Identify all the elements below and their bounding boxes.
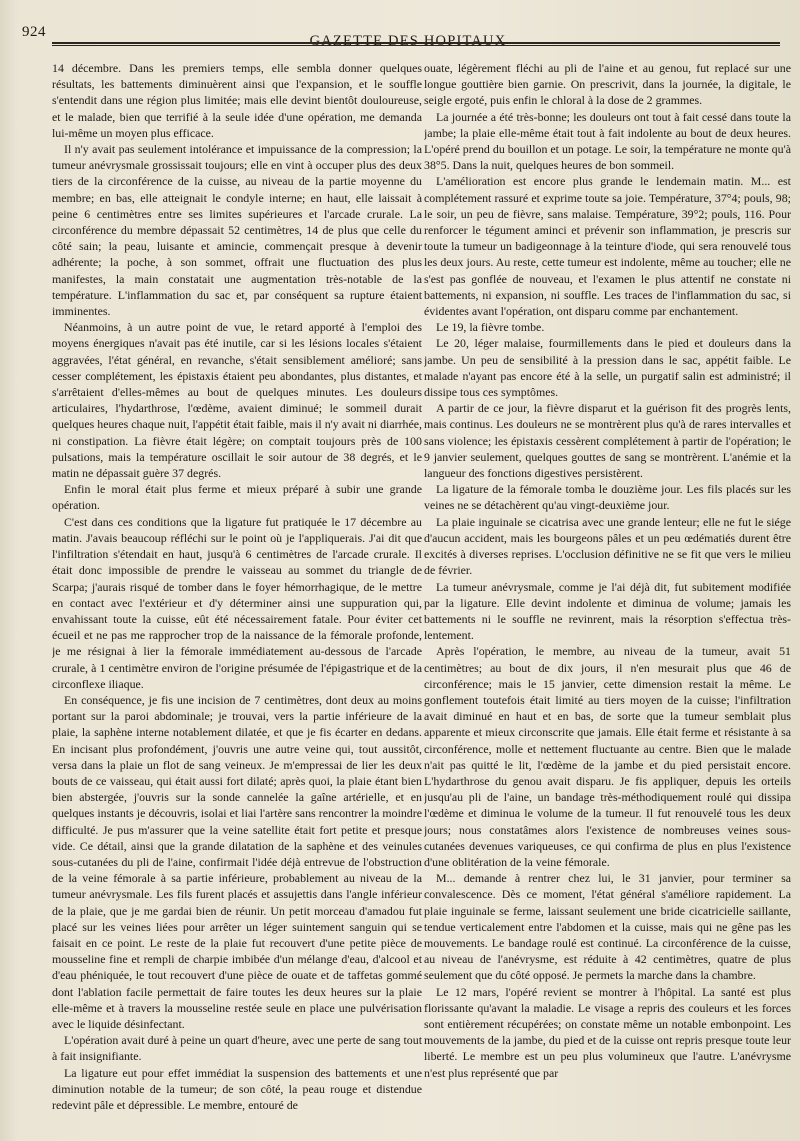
paragraph: M... demande à rentrer chez lui, le 31 janvier, pour terminer sa convalescence. Dès ce moment, l'état général s'améliore rapidement. La plaie inguinale se ferme, laissant seulement une bride cicatricielle saillante, tendue verticalement entre l'abdomen et la cuisse, mais qui ne gêne pas les mouvements. Le bandage roulé est continué. La circonférence de la cuisse, au niveau de l'anévrysme, est réduite à 42 centimètres, quatre de plus seulement que du côté opposé. Je permets la marche dans la chambre. <box>424 871 791 983</box>
paragraph: 14 décembre. Dans les premiers temps, elle sembla donner quelques résultats, les battements diminuèrent ainsi que l'expansion, et le souffle s'entendit dans une région plus limitée; mais elle devint bientôt douloureuse, et le malade, bien que terrifié à la seule idée d'une opération, me demanda lui-même un moyen plus efficace. <box>52 61 422 140</box>
header-rule <box>52 42 780 46</box>
paragraph: Il n'y avait pas seulement intolérance et impuissance de la compression; la tumeur anévrysmale grossissait toujours; elle en vint à occuper plus des deux tiers de la circonférence de la cuisse, au niveau de la partie moyenne du membre; en bas, elle atteignait le condyle interne; en haut, elle laissait à peine 6 centimètres entre ses limites supérieures et l'arcade crurale. La circonférence du membre dépassait 52 centimètres, 14 de plus que celle du côté sain; la peau, luisante et amincie, commençait presque à devenir adhérente; la poche, à son sommet, offrait une fluctuation des plus manifestes, la main constatait une augmentation très-notable de la température. L'inflammation du sac et, par conséquent sa rupture étaient imminentes. <box>52 142 422 319</box>
paragraph: La tumeur anévrysmale, comme je l'ai déjà dit, fut subitement modifiée par la ligature. Elle devint indolente et diminua de volume; jamais les battements ni le souffle ne revinrent, mais la résorption s'effectua très-lentement. <box>424 579 791 643</box>
paragraph: A partir de ce jour, la fièvre disparut et la guérison fit des progrès lents, mais continus. Les douleurs ne se montrèrent plus qu'à de rares intervalles et sans violence; les épistaxis cessèrent complétement à partir de l'opération; le 9 janvier seulement, quelques gouttes de sang se montrèrent. L'anémie et la langueur des fonctions digestives persistèrent. <box>424 401 791 481</box>
paragraph: La ligature eut pour effet immédiat la suspension des battements et une diminution notable de la tumeur; de son côté, la peau rouge et distendue redevint pâle et dépressible. Le membre, entouré de <box>52 1065 422 1112</box>
paragraph: C'est dans ces conditions que la ligature fut pratiquée le 17 décembre au matin. J'avais beaucoup réfléchi sur le point où je l'appliquerais. J'ai dit que l'infiltration s'étendait en haut, jusqu'à 6 centimètres de l'arcade crurale. Il était donc impossible de prendre le vaisseau au sommet du triangle de Scarpa; j'aurais risqué de tomber dans le foyer hémorrhagique, de le mettre en contact avec l'extérieur et d'y déterminer ainsi une suppuration qui, envahissant toute la cuisse, eût été nécessairement fatale. Pour éviter cet écueil et ne pas me rapprocher trop de la naissance de la fémorale profonde, je me résignai à lier la fémorale immédiatement au-dessous de l'arcade crurale, à 1 centimètre environ de l'origine présumée de l'épigastrique et de la circonflexe iliaque. <box>52 514 422 691</box>
paragraph: ouate, légèrement fléchi au pli de l'aine et au genou, fut replacé sur une longue gouttière bien garnie. On prescrivit, dans la journée, la digitale, le seigle ergoté, puis enfin le chloral à la dose de 2 grammes. <box>424 61 791 108</box>
page-number: 924 <box>22 24 46 40</box>
paragraph: Après l'opération, le membre, au niveau de la tumeur, avait 51 centimètres; au bout de dix jours, il n'en mesurait plus que 46 de circonférence; mais le 15 janvier, cette dimension restait la même. Le gonflement toutefois était limité au tiers moyen de la cuisse; l'infiltration avait diminué en haut et en bas, de sorte que la tumeur semblait plus apparente et mieux circonscrite que jamais. Elle était ferme et résistante à sa circonférence, molle et nettement fluctuante au centre. Bien que le malade n'ait pas quitté le lit, l'œdème de la jambe et du pied persistait encore. L'hydarthrose du genou avait disparu. Je fis appliquer, depuis les orteils jusqu'au pli de l'aine, un bandage très-méthodiquement roulé qui dissipa l'œdème et diminua le volume de la tumeur. Il fut renouvelé tous les deux jours; nous constatâmes alors l'existence de nombreuses veines sous-cutanées devenues variqueuses, ce qui confirma de plus en plus l'existence d'une oblitération de la veine fémorale. <box>424 644 791 869</box>
paragraph: L'amélioration est encore plus grande le lendemain matin. M... est complétement rassuré et exprime toute sa joie. Température, 37°4; pouls, 98; le soir, un peu de fièvre, sans malaise. Température, 39°2; pouls, 116. Pour renforcer le tégument aminci et prévenir son inflammation, je prescris sur toute la tumeur un badigeonnage à la teinture d'iode, qui sera renouvelé tous les deux jours. Au reste, cette tumeur est indolente, même au toucher; elle ne s'est pas gonflée de nouveau, et l'examen le plus attentif ne constate ni battements, ni expansion, ni souffle. Les traces de l'inflammation du sac, si évidentes avant l'opération, ont disparu comme par enchantement. <box>424 174 791 319</box>
paragraph: La plaie inguinale se cicatrisa avec une grande lenteur; elle ne fut le siége d'aucun accident, mais les bourgeons pâles et un peu œdématiés durent être excités à diverses reprises. L'occlusion définitive ne se fit que vers le milieu de février. <box>424 514 791 578</box>
left-column <box>52 60 422 1123</box>
paragraph: Le 19, la fièvre tombe. <box>436 320 545 335</box>
paragraph: Le 12 mars, l'opéré revient se montrer à l'hôpital. La santé est plus florissante qu'avant la maladie. Le visage a repris des couleurs et les forces sont entièrement récupérées; on constate même un notable embonpoint. Les mouvements de la jambe, du pied et de la cuisse ont repris presque toute leur liberté. Le membre est un peu plus volumineux que l'autre. L'anévrysme n'est plus représenté que par <box>424 984 791 1080</box>
paragraph: La ligature de la fémorale tomba le douzième jour. Les fils placés sur les veines ne se détachèrent qu'au vingt-deuxième jour. <box>424 482 791 513</box>
running-title: GAZETTE DES HOPITAUX <box>309 33 507 49</box>
right-column <box>424 60 791 1123</box>
paragraph: L'opération avait duré à peine un quart d'heure, avec une perte de sang tout à fait insignifiante. <box>52 1033 422 1064</box>
paragraph: Le 20, léger malaise, fourmillements dans le pied et douleurs dans la jambe. Un peu de sensibilité à la pression dans le sac, appétit faible. Le malade n'ayant pas encore été à la selle, un purgatif salin est administré; il dissipe tous ces symptômes. <box>424 336 791 400</box>
paragraph: Néanmoins, à un autre point de vue, le retard apporté à l'emploi des moyens énergiques n'avait pas été inutile, car si les lésions locales s'étaient aggravées, l'état général, en revanche, s'était sensiblement amélioré; sans cesser complétement, les épistaxis étaient peu abondantes, plus distantes, et s'arrêtaient d'elles-mêmes au bout de quelques minutes. Les douleurs articulaires, l'hydarthrose, l'œdème, avaient diminué; le sommeil durait quelques heures chaque nuit, l'appétit était faible, mais il n'y avait ni diarrhée, ni constipation. La fièvre était légère; on comptait toujours près de 100 pulsations, mais la température oscillait le soir autour de 38 degrés, et le matin ne dépassait guère 37 degrés. <box>52 320 422 481</box>
paragraph: Enfin le moral était plus ferme et mieux préparé à subir une grande opération. <box>52 482 422 513</box>
paragraph: En conséquence, je fis une incision de 7 centimètres, dont deux au moins portant sur la paroi abdominale; je trouvai, vers la partie inférieure de la plaie, la saphène interne notablement dilatée, et que je fis écarter en dedans. En incisant plus profondément, j'ouvris une autre veine qui, tout aussitôt, versa dans la plaie un flot de sang veineux. Je m'empressai de lier les deux bouts de ce vaisseau, qui était aussi fort dilaté; après quoi, la plaie étant bien bien abstergée, j'ouvris sur la sonde cannelée la gaîne artérielle, et en quelques instants je découvris, isolai et liai l'artère sans rencontrer la moindre difficulté. Je pus m'assurer que la veine satellite était fort petite et presque vide. Ce détail, ainsi que la grande dilatation de la saphène et des veinules sous-cutanées du pli de l'aine, confirmait l'idée déjà entrevue de l'obstruction de la veine fémorale à sa partie inférieure, probablement au niveau de la tumeur anévrysmale. Les fils furent placés et assujettis dans l'angle inférieur de la plaie, que je me gardai bien de réunir. Un petit morceau d'amadou fut placé sur les veines liées pour arrêter un léger suintement sanguin qui se faisait en ce point. Le reste de la plaie fut recouvert d'une petite pièce de mousseline fine et rempli de charpie imbibée d'un mélange d'eau, d'alcool et d'eau phéniquée, le tout recouvert d'une pièce de ouate et de taffetas gommé dont l'ablation facile permettait de faire toutes les deux heures sur la plaie elle-même et à travers la mousseline restée seule en place une pulvérisation avec le liquide désinfectant. <box>52 692 422 1031</box>
paragraph: La journée a été très-bonne; les douleurs ont tout à fait cessé dans toute la jambe; la plaie elle-même était tout à fait indolente au bout de deux heures. L'opéré prend du bouillon et un potage. Le soir, la température ne monte qu'à 38°5. Dans la nuit, quelques heures de bon sommeil. <box>424 109 791 173</box>
